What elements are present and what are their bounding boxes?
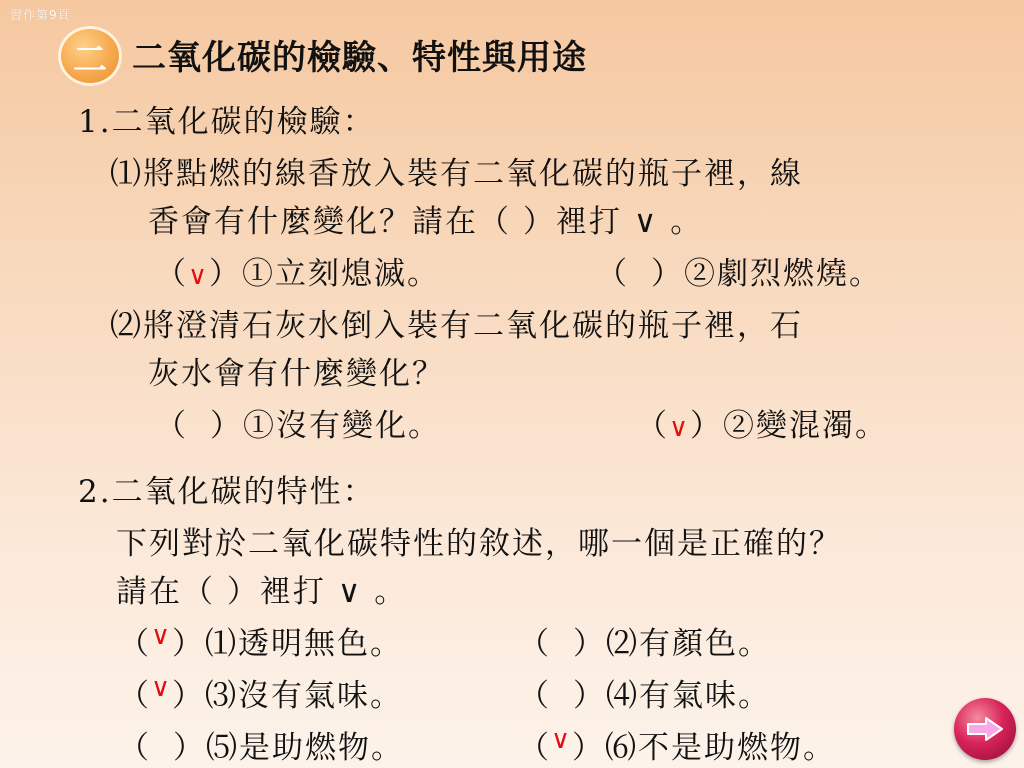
section2-heading: 2.二氧化碳的特性： [78, 474, 376, 510]
question2-option2 [636, 400, 888, 445]
paren-open: （ [118, 678, 151, 714]
option-text: ⑸是助燃物。 [206, 730, 404, 766]
property-option-1 [118, 618, 403, 663]
paren-open: （ [518, 678, 551, 714]
right-arrow-icon [965, 715, 1005, 743]
question2-line2: 灰水會有什麼變化？ [148, 356, 445, 392]
property-option-5 [118, 722, 404, 767]
property-option-4 [518, 670, 771, 715]
section1-heading: 1.二氧化碳的檢驗： [78, 104, 376, 140]
option-text: ②變混濁。 [723, 408, 889, 444]
section2-intro-line2: 請在（ ）裡打 ∨ 。 [116, 574, 408, 610]
property-option-2 [518, 618, 771, 663]
check-mark: ∨ [151, 673, 173, 703]
paren-open: （ [118, 626, 151, 662]
paren-close: ） [209, 256, 243, 292]
question1-line1: ⑴將點燃的線香放入裝有二氧化碳的瓶子裡，線 [110, 156, 803, 192]
question1-line2: 香會有什麼變化？請在（ ）裡打 ∨ 。 [148, 204, 704, 240]
paren-close: ） [573, 678, 606, 714]
paren-close: ） [572, 730, 606, 766]
paren-open: （ [518, 730, 551, 766]
question1-option2 [596, 248, 882, 293]
check-mark: ∨ [551, 725, 573, 755]
question2-option1 [155, 400, 441, 445]
section-number-badge: 二 [58, 26, 122, 86]
property-option-3 [118, 670, 403, 715]
paren-close: ） [173, 730, 206, 766]
check-mark: ∨ [151, 621, 173, 651]
option-text: ⑷有氣味。 [606, 678, 771, 714]
option-text: ②劇烈燃燒。 [684, 256, 882, 292]
paren-open: （ [636, 408, 669, 444]
paren-close: ） [172, 626, 206, 662]
section2-intro-line1: 下列對於二氧化碳特性的敘述，哪一個是正確的？ [116, 526, 842, 562]
paren-close: ） [651, 256, 684, 292]
question1-option1 [155, 248, 440, 293]
option-text: ①沒有變化。 [243, 408, 441, 444]
option-text: ⑹不是助燃物。 [605, 730, 837, 766]
paren-open: （ [518, 626, 551, 662]
page-reference: 習作第9頁 [10, 8, 71, 22]
paren-open: （ [155, 408, 188, 444]
paren-open: （ [118, 730, 151, 766]
option-text: ⑶沒有氣味。 [205, 678, 404, 714]
property-option-6 [518, 722, 836, 767]
slide-title: 二氧化碳的檢驗、特性與用途 [132, 38, 587, 78]
option-text: ⑴透明無色。 [205, 626, 404, 662]
paren-close: ） [172, 678, 206, 714]
paren-close: ） [690, 408, 724, 444]
option-text: ⑵有顏色。 [606, 626, 771, 662]
paren-close: ） [573, 626, 606, 662]
check-mark: ∨ [669, 413, 691, 443]
option-text: ①立刻熄滅。 [242, 256, 441, 292]
question2-line1: ⑵將澄清石灰水倒入裝有二氧化碳的瓶子裡，石 [110, 308, 803, 344]
paren-close: ） [210, 408, 243, 444]
check-mark: ∨ [188, 261, 210, 291]
next-slide-button[interactable] [954, 698, 1016, 760]
paren-open: （ [155, 256, 188, 292]
paren-open: （ [596, 256, 629, 292]
